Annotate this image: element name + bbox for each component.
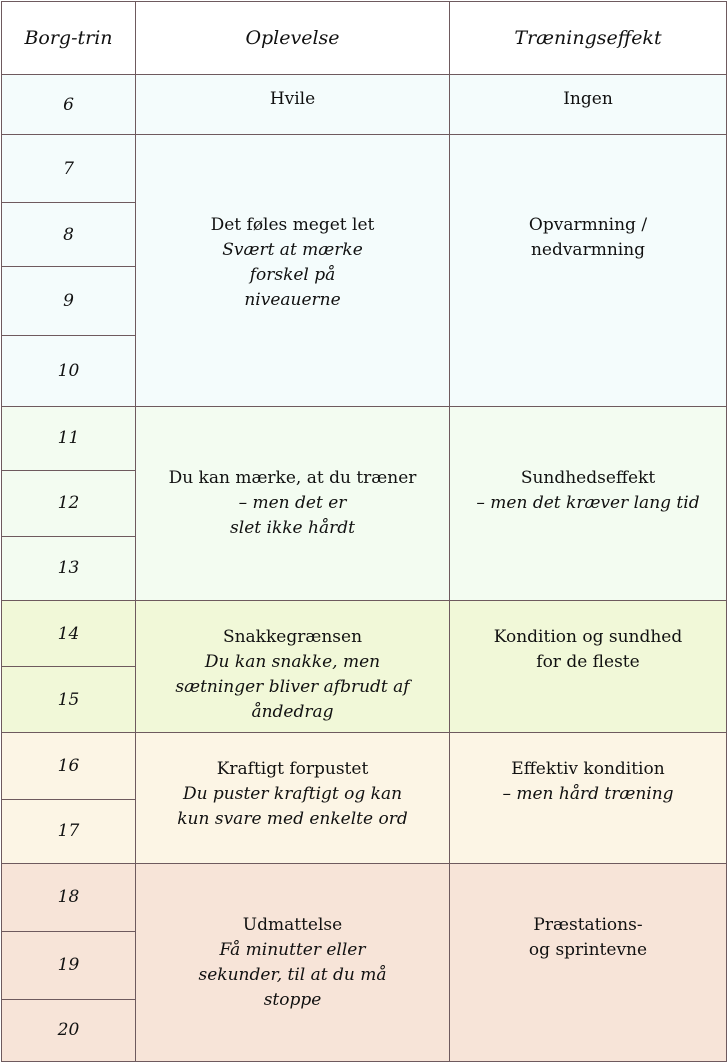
experience-main: Kraftigt forpustet (216, 759, 369, 780)
effect-main: Effektiv kondition (511, 759, 665, 780)
level-cell: 17 (2, 800, 136, 863)
table-row (2, 406, 727, 470)
level-cell: 15 (2, 667, 136, 733)
effect-main: Præstations- og sprintevne (528, 914, 648, 960)
experience-cell (136, 863, 450, 1062)
level-cell: 8 (2, 203, 136, 267)
effect-sub: – men det kræver lang tid (476, 492, 700, 513)
experience-sub: Svært at mærke forskel på niveauerne (222, 240, 363, 311)
experience-sub: Du puster kraftigt og kan kun svare med enkelte ord (177, 784, 408, 830)
effect-sub: – men hård træning (502, 784, 674, 805)
borg-scale-table (1, 1, 727, 1062)
effect-cell (450, 135, 727, 406)
experience-sub: – men det er slet ikke hårdt (230, 492, 355, 538)
effect-cell (450, 75, 727, 135)
experience-cell (136, 601, 450, 733)
experience-main: Det føles meget let (210, 215, 375, 236)
header-row (2, 2, 727, 75)
level-cell: 19 (2, 931, 136, 999)
level-cell: 14 (2, 601, 136, 667)
level-cell: 10 (2, 335, 136, 406)
header-experience: Oplevelse (136, 2, 450, 75)
experience-main: Du kan mærke, at du træner (168, 467, 417, 488)
header-effect: Træningseffekt (450, 2, 727, 75)
experience-cell (136, 75, 450, 135)
table-row (2, 733, 727, 800)
level-cell: 18 (2, 863, 136, 931)
experience-main: Udmattelse (242, 914, 343, 935)
effect-cell (450, 406, 727, 600)
experience-sub: Få minutter eller sekunder, til at du må stoppe (198, 939, 387, 1010)
table-row (2, 75, 727, 135)
level-cell: 20 (2, 999, 136, 1061)
table-row (2, 863, 727, 931)
header-level: Borg-trin (2, 2, 136, 75)
experience-sub: Du kan snakke, men sætninger bliver afbrudt af åndedrag (175, 652, 410, 723)
level-cell: 13 (2, 536, 136, 600)
level-cell: 11 (2, 406, 136, 470)
effect-cell (450, 863, 727, 1062)
effect-main: Sundhedseffekt (520, 467, 656, 488)
effect-main: Opvarmning / nedvarmning (528, 215, 648, 261)
level-cell: 16 (2, 733, 136, 800)
level-cell: 6 (2, 75, 136, 135)
effect-main: Kondition og sundhed for de fleste (493, 627, 683, 673)
table-row (2, 135, 727, 203)
experience-cell (136, 406, 450, 600)
effect-main: Ingen (563, 89, 613, 110)
experience-main: Hvile (269, 89, 316, 110)
level-cell: 12 (2, 470, 136, 536)
table-row (2, 601, 727, 667)
level-cell: 7 (2, 135, 136, 203)
experience-cell (136, 135, 450, 406)
effect-cell (450, 601, 727, 733)
level-cell: 9 (2, 267, 136, 335)
effect-cell (450, 733, 727, 863)
experience-cell (136, 733, 450, 863)
experience-main: Snakkegrænsen (222, 627, 363, 648)
